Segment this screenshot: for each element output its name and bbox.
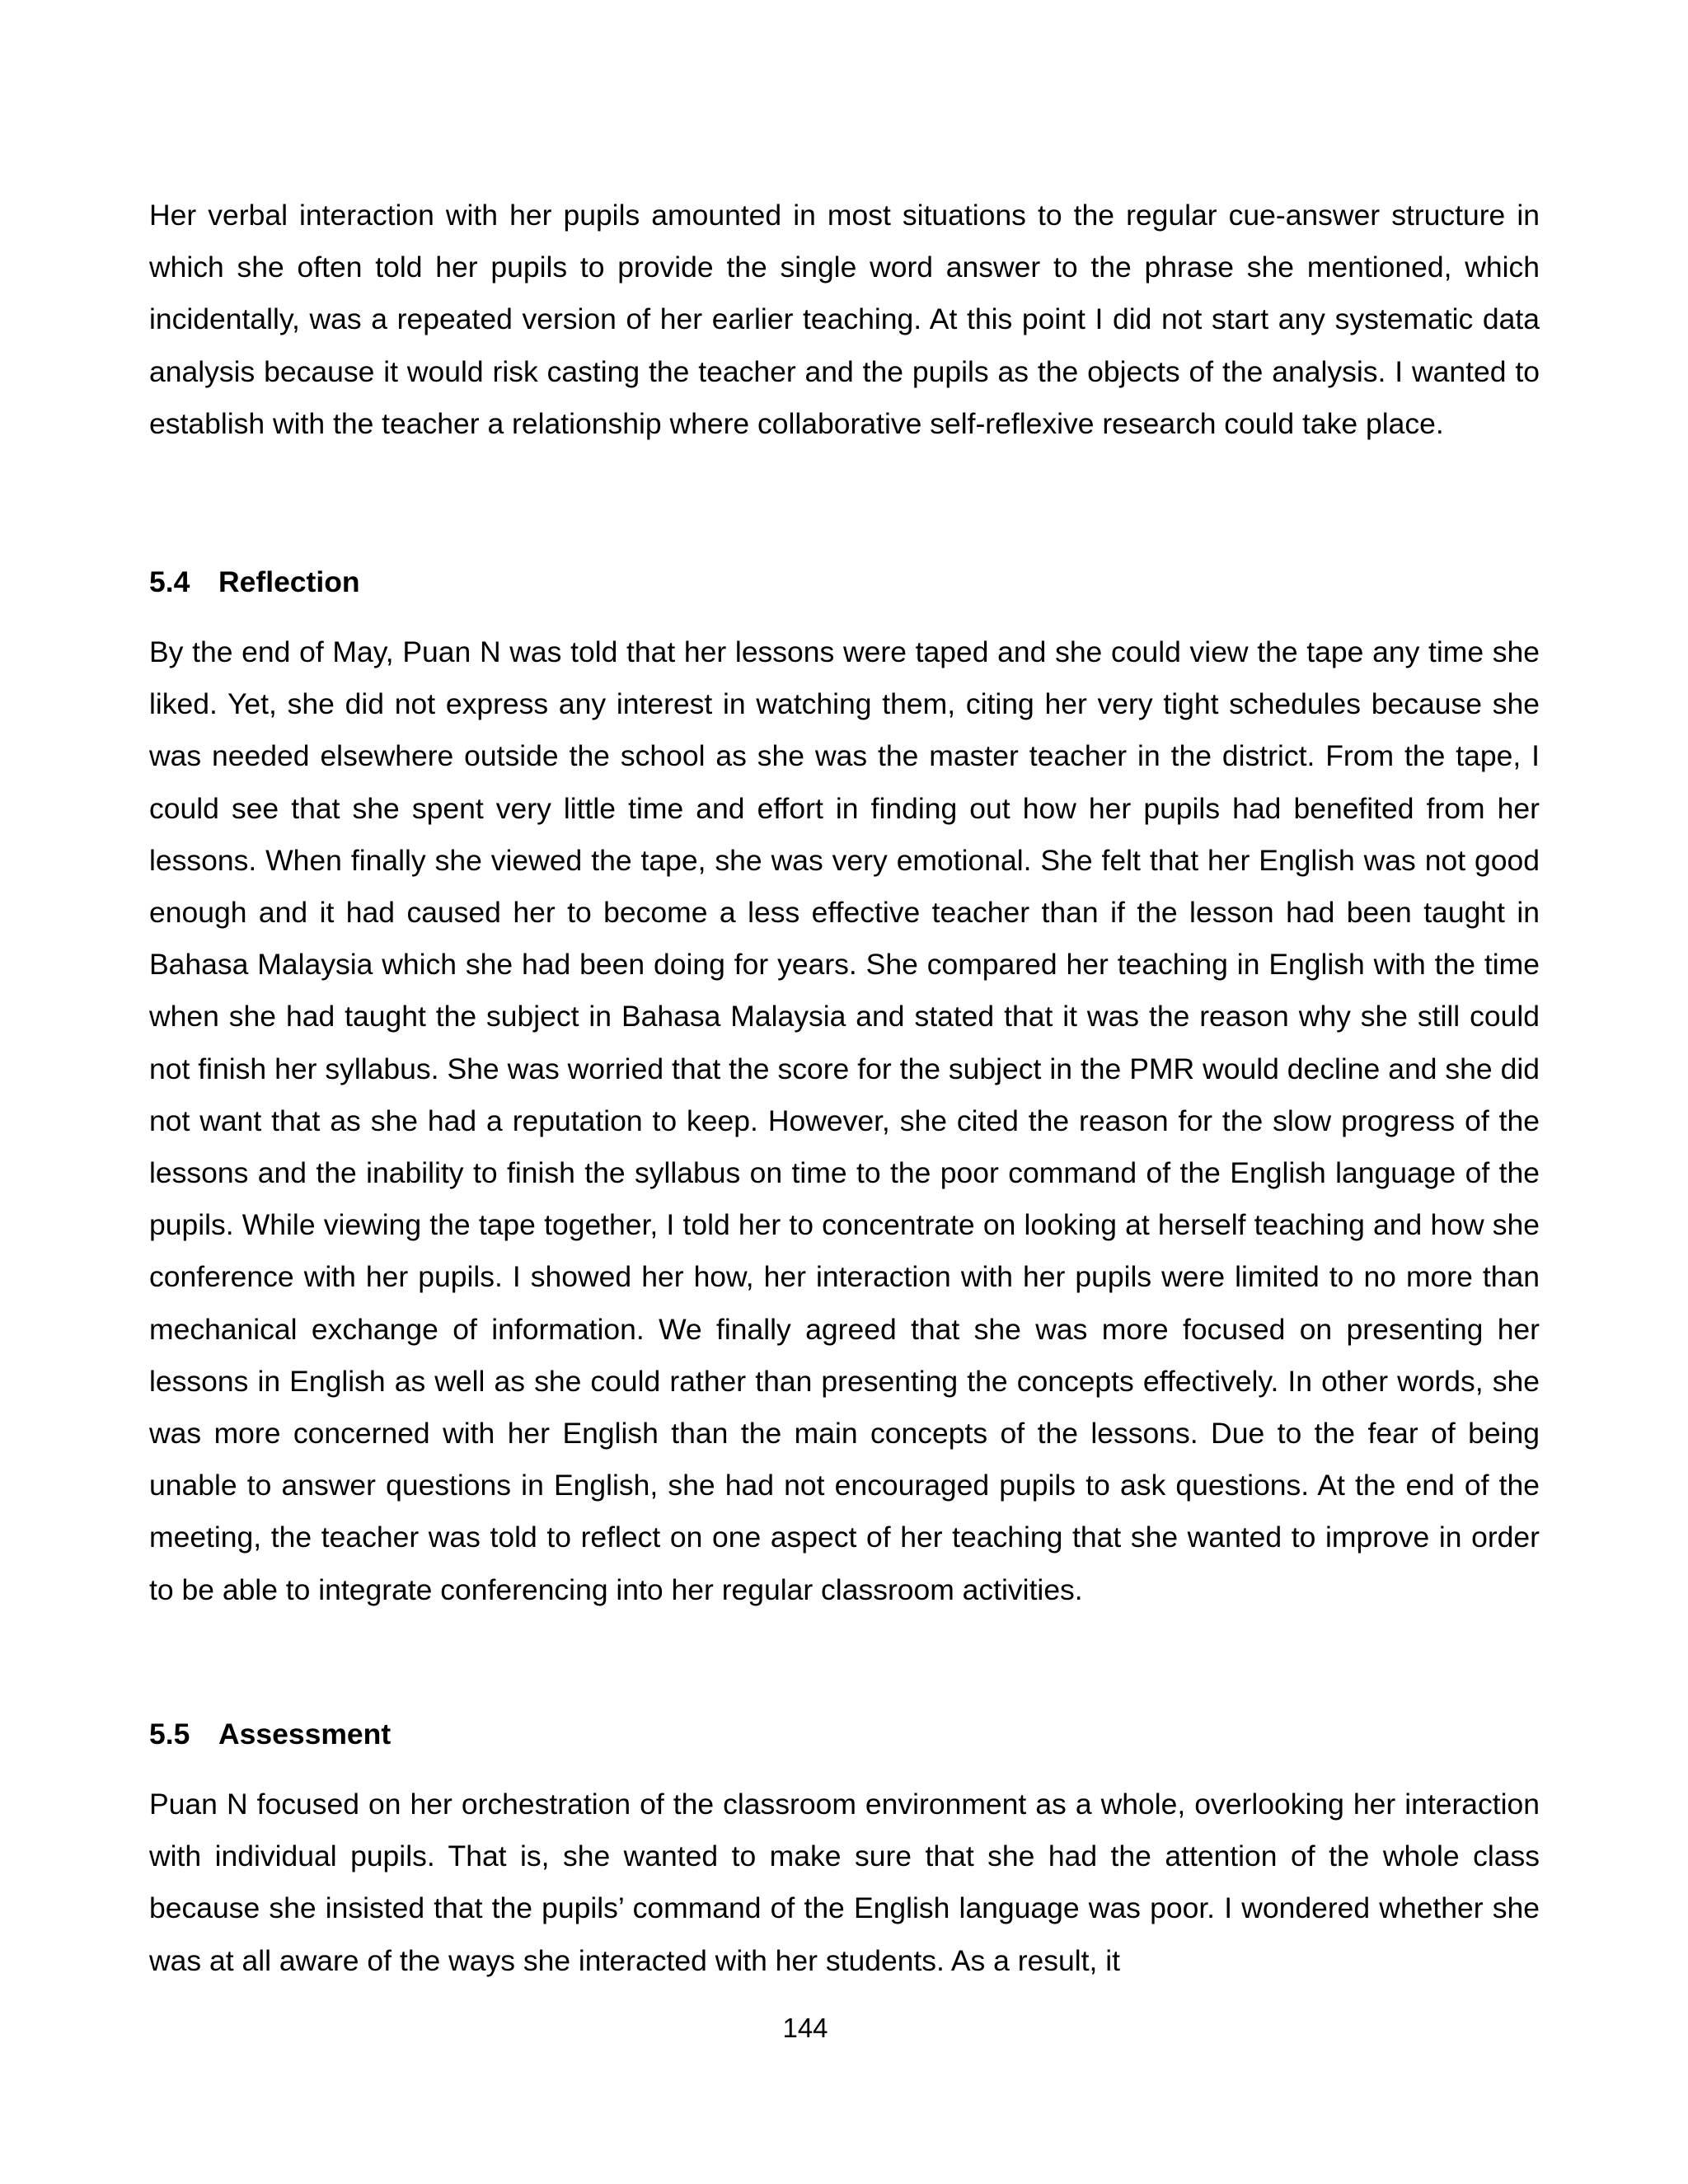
section-number: 5.5 (149, 1718, 190, 1750)
reflection-paragraph-container (149, 626, 1540, 1616)
reflection-paragraph: By the end of May, Puan N was told that her lessons were taped and she could view the tape any time she liked. Yet, she did not express any interest in watching them, citing her very tight schedules because she was needed elsewhere outside the school as she was the master teacher in the district. From the tape, I could see that she spent very little time and effort in finding out how her pupils had benefited from her lessons. When finally she viewed the tape, she was very emotional. She felt that her English was not good enough and it had caused her to become a less effective teacher than if the lesson had been taught in Bahasa Malaysia which she had been doing for years. She compared her teaching in English with the time when she had taught the subject in Bahasa Malaysia and stated that it was the reason why she still could not finish her syllabus. She was worried that the score for the subject in the PMR would decline and she did not want that as she had a reputation to keep. However, she cited the reason for the slow progress of the lessons and the inability to finish the syllabus on time to the poor command of the English language of the pupils. While viewing the tape together, I told her to concentrate on looking at herself teaching and how she conference with her pupils. I showed her how, her interaction with her pupils were limited to no more than mechanical exchange of information. We finally agreed that she was more focused on presenting her lessons in English as well as she could rather than presenting the concepts effectively. In other words, she was more concerned with her English than the main concepts of the lessons. Due to the fear of being unable to answer questions in English, she had not encouraged pupils to ask questions. At the end of the meeting, the teacher was told to reflect on one aspect of her teaching that she wanted to improve in order to be able to integrate conferencing into her regular classroom activities. (149, 635, 1540, 1606)
page-number: 144 (782, 2013, 828, 2043)
intro-paragraph: Her verbal interaction with her pupils amounted in most situations to the regular cue-answer structure in which she often told her pupils to provide the single word answer to the phrase she mentioned, which incidentally, was a repeated version of her earlier teaching. At this point I did not start any systematic data analysis because it would risk casting the teacher and the pupils as the objects of the analysis. I wanted to establish with the teacher a relationship where collaborative self-reflexive research could take place. (149, 199, 1540, 440)
section-title: Assessment (218, 1718, 392, 1750)
section-heading-assessment (149, 1708, 1540, 1760)
section-number: 5.4 (149, 565, 190, 598)
section-heading-reflection (149, 556, 1540, 608)
assessment-paragraph: Puan N focused on her orchestration of the classroom environment as a whole, overlooking her interaction with individual pupils. That is, she wanted to make sure that she had the attention of the whole class because she insisted that the pupils’ command of the English language was poor. I wondered whether she was at all aware of the ways she interacted with her students. As a result, it (149, 1788, 1540, 1977)
section-title: Reflection (218, 565, 360, 598)
assessment-paragraph-container (149, 1779, 1540, 1987)
intro-paragraph-container (149, 190, 1540, 450)
